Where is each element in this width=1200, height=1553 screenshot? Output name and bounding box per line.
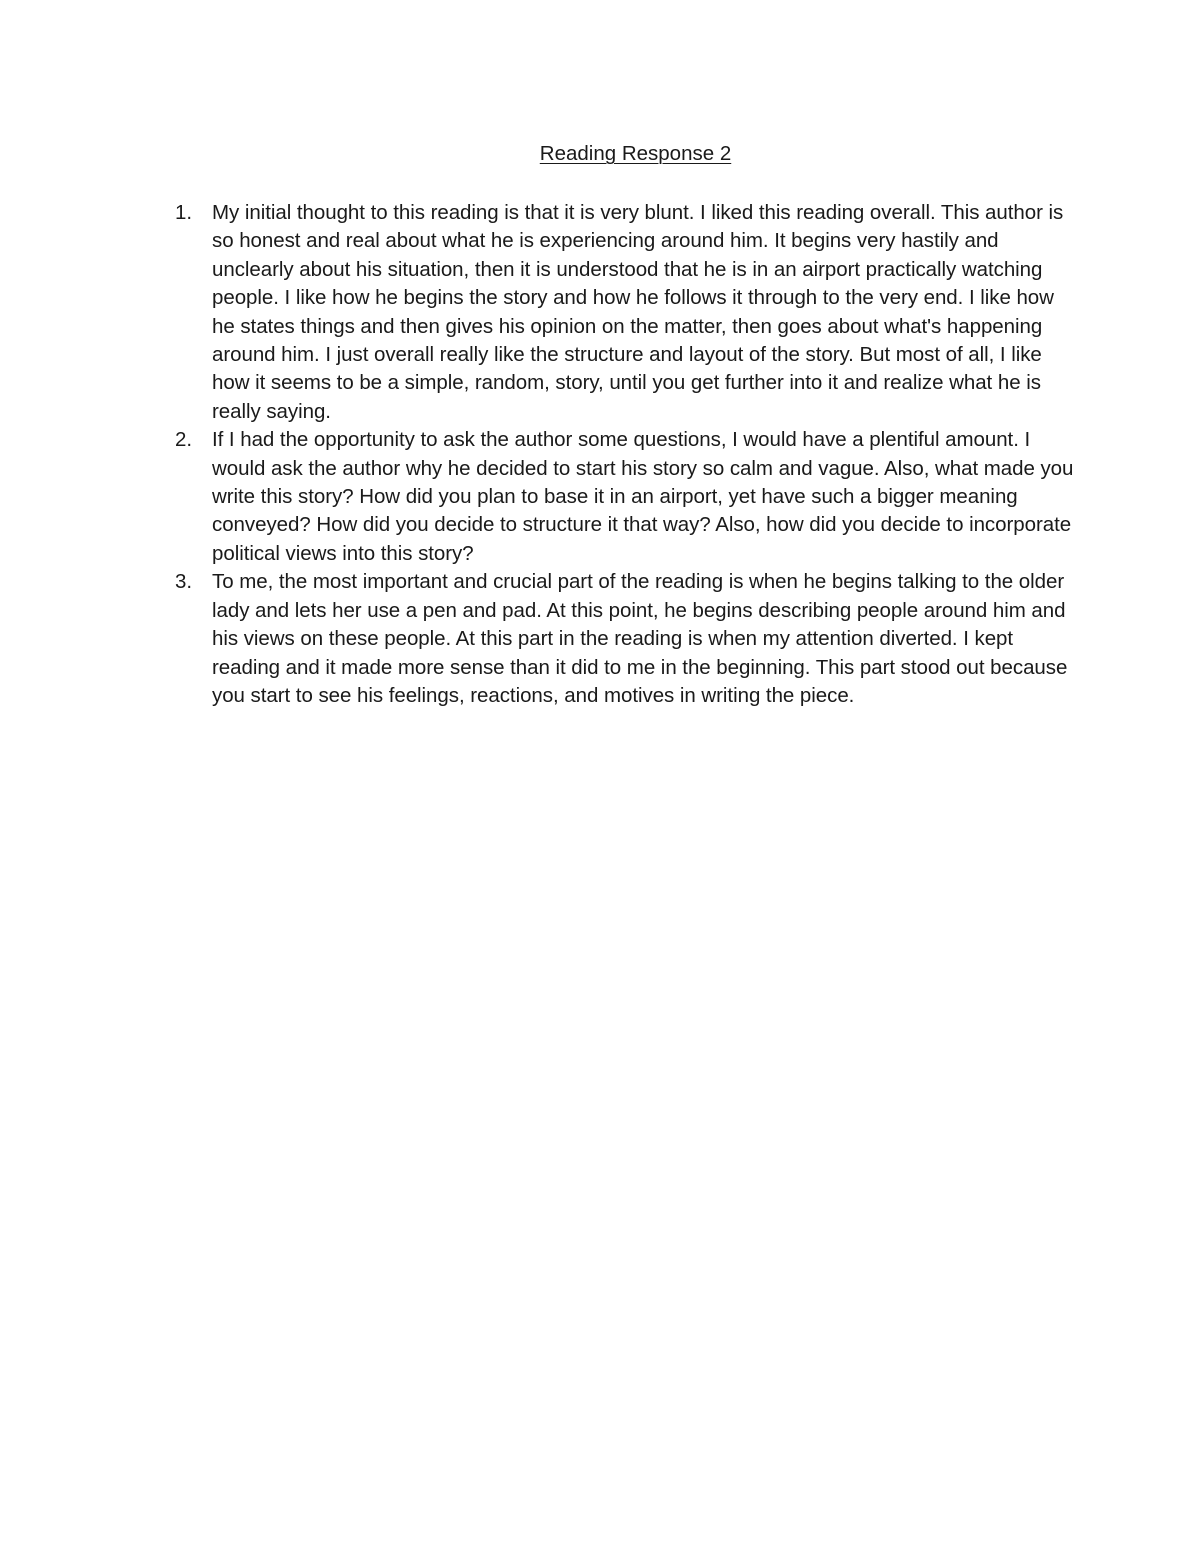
- page-title: Reading Response 2: [539, 142, 732, 165]
- list-item-number: 3.: [175, 570, 192, 594]
- list-item: [0, 568, 1074, 710]
- list-item-text: My initial thought to this reading is that it is very blunt. I liked this reading overall. This author is so honest and real about what he is experiencing around him. It begins very hastily and unclearly about his situation, then it is understood that he is in an airport practically watching people. I like how he begins the story and how he follows it through to the very end. I like how he states things and then gives his opinion on the matter, then goes about what's happening around him. I just overall really like the structure and layout of the story. But most of all, I like how it seems to be a simple, random, story, until you get further into it and realize what he is really saying.: [212, 201, 1064, 423]
- list-item: [0, 199, 1074, 426]
- list-item: [0, 426, 1074, 568]
- list-item-text: To me, the most important and crucial part of the reading is when he begins talking to the older lady and lets her use a pen and pad. At this point, he begins describing people around him and his views on these people. At this part in the reading is when my attention diverted. I kept reading and it made more sense than it did to me in the beginning. This part stood out because you start to see his feelings, reactions, and motives in writing the piece.: [212, 570, 1068, 707]
- list-item-number: 2.: [175, 428, 192, 452]
- list-item-number: 1.: [175, 201, 192, 224]
- list-item-text: If I had the opportunity to ask the author some questions, I would have a plentiful amount. I would ask the author why he decided to start his story so calm and vague. Also, what made you write this story? How did you plan to base it in an airport, yet have such a bigger meaning conveyed? How did you decide to structure it that way? Also, how did you decide to incorporate political views into this story?: [212, 428, 1074, 565]
- response-list: [0, 199, 1074, 710]
